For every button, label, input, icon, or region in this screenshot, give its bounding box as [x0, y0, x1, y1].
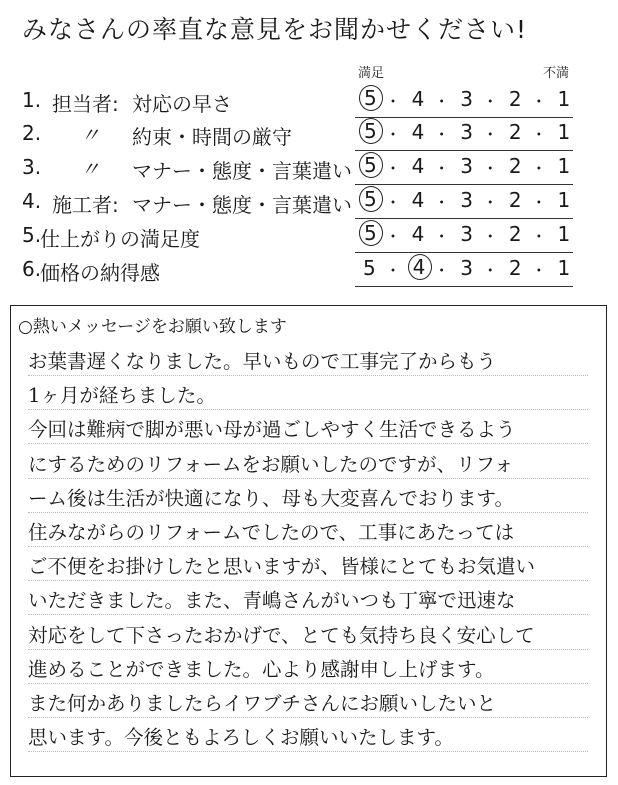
rating-separator: ・: [482, 92, 499, 111]
rating-separator: ・: [433, 193, 450, 212]
message-line: いただきました。また、青嶋さんがいつも丁寧で迅速な: [28, 585, 588, 615]
rating-option: 2: [508, 120, 522, 144]
rating-separator: ・: [530, 227, 547, 246]
rating-option: 1: [557, 120, 571, 144]
message-line: ーム後は生活が快適になり、母も大変喜んでおります。: [28, 483, 588, 513]
message-line: ご不便をお掛けしたと思いますが、皆様にとてもお気遣い: [28, 551, 588, 581]
rating-underline: [355, 218, 573, 219]
message-line: にするためのリフォームをお願いしたのですが、リフォ: [28, 449, 588, 479]
question-number: 4.: [22, 189, 42, 213]
question-row: [0, 221, 618, 256]
scale-label-unsatisfied: 不満: [543, 66, 570, 81]
rating-separator: ・: [433, 125, 450, 144]
rating-separator: ・: [530, 193, 547, 212]
rating-separator: ・: [385, 227, 402, 246]
rating-scale: [363, 120, 578, 150]
rating-separator: ・: [530, 261, 547, 280]
message-line: 1ヶ月が経ちました。: [28, 380, 588, 410]
question-item: 対応の早さ: [132, 92, 232, 116]
question-subject: 〃: [80, 157, 100, 181]
rating-separator: ・: [530, 125, 547, 144]
message-line: 思います。今後ともよろしくお願いいたします。: [28, 722, 588, 752]
rating-option-selected: 5: [359, 186, 383, 212]
rating-underline: [355, 184, 573, 185]
message-line: 住みながらのリフォームでしたので、工事にあたっては: [28, 517, 588, 547]
question-row: [0, 187, 618, 222]
survey-title: みなさんの率直な意見をお聞かせください!: [22, 15, 528, 44]
question-row: [0, 86, 618, 121]
rating-option: 4: [411, 87, 425, 111]
question-subject: 〃: [80, 123, 100, 147]
question-number: 2.: [22, 121, 42, 145]
rating-option: 4: [411, 154, 425, 178]
rating-separator: ・: [482, 227, 499, 246]
rating-option: 3: [460, 120, 473, 144]
rating-option: 2: [508, 188, 522, 212]
rating-separator: ・: [482, 125, 499, 144]
question-subject: 施工者:: [52, 193, 119, 217]
rating-option: 3: [460, 87, 473, 111]
rating-separator: ・: [385, 159, 402, 178]
rating-scale: [363, 222, 578, 252]
rating-scale: [363, 256, 578, 286]
message-line: また何かありましたらイワブチさんにお願いしたいと: [28, 688, 588, 718]
rating-separator: ・: [385, 261, 402, 280]
question-item: 約束・時間の厳守: [132, 125, 292, 149]
rating-separator: ・: [433, 159, 450, 178]
message-box-title: ○熱いメッセージをお願い致します: [18, 317, 287, 337]
question-item: 仕上がりの満足度: [40, 227, 200, 251]
question-item: マナー・態度・言葉遣い: [132, 159, 352, 183]
question-row: [0, 153, 618, 188]
scale-label-satisfied: 満足: [358, 66, 385, 81]
message-line: 今回は難病で脚が悪い母が過ごしやすく生活できるよう: [28, 414, 588, 444]
rating-option-selected: 4: [408, 254, 432, 280]
rating-option: 2: [508, 87, 522, 111]
question-row: [0, 119, 618, 154]
question-row: [0, 255, 618, 290]
rating-underline: [355, 286, 573, 287]
rating-option: 4: [411, 222, 425, 246]
question-subject: 担当者:: [52, 92, 119, 116]
rating-scale: [363, 188, 578, 218]
rating-option: 1: [557, 256, 571, 280]
message-line: 対応をして下さったおかげで、とても気持ち良く安心して: [28, 620, 588, 650]
rating-separator: ・: [482, 159, 499, 178]
question-number: 5.: [22, 223, 42, 247]
rating-scale: [363, 87, 578, 117]
rating-option: 1: [557, 154, 571, 178]
rating-option-selected: 5: [359, 85, 383, 111]
rating-option-selected: 5: [359, 118, 383, 144]
rating-separator: ・: [385, 193, 402, 212]
rating-option: 3: [460, 256, 473, 280]
rating-separator: ・: [433, 92, 450, 111]
rating-option-selected: 5: [359, 152, 383, 178]
rating-option: 4: [411, 188, 425, 212]
question-number: 6.: [22, 257, 42, 281]
rating-separator: ・: [433, 261, 450, 280]
rating-separator: ・: [530, 92, 547, 111]
question-number: 3.: [22, 155, 42, 179]
question-item: マナー・態度・言葉遣い: [132, 193, 352, 217]
rating-separator: ・: [433, 227, 450, 246]
rating-option: 2: [508, 222, 522, 246]
rating-separator: ・: [482, 261, 499, 280]
rating-option: 3: [460, 188, 473, 212]
rating-option: 1: [557, 222, 571, 246]
rating-underline: [355, 252, 573, 253]
rating-separator: ・: [385, 92, 402, 111]
question-item: 価格の納得感: [40, 261, 160, 285]
rating-option: 3: [460, 154, 473, 178]
rating-option-selected: 5: [359, 220, 383, 246]
rating-separator: ・: [385, 125, 402, 144]
rating-option: 1: [557, 188, 571, 212]
message-line: お葉書遅くなりました。早いもので工事完了からもう: [28, 346, 588, 376]
rating-underline: [355, 150, 573, 151]
message-line: 進めることができました。心より感謝申し上げます。: [28, 654, 588, 684]
rating-scale: [363, 154, 578, 184]
rating-option: 4: [411, 120, 425, 144]
rating-option: 3: [460, 222, 473, 246]
rating-option: 2: [508, 154, 522, 178]
rating-option: 2: [508, 256, 522, 280]
rating-separator: ・: [482, 193, 499, 212]
rating-option: 5: [363, 256, 376, 280]
question-number: 1.: [22, 88, 42, 112]
rating-option: 1: [557, 87, 571, 111]
rating-underline: [355, 117, 573, 118]
rating-separator: ・: [530, 159, 547, 178]
